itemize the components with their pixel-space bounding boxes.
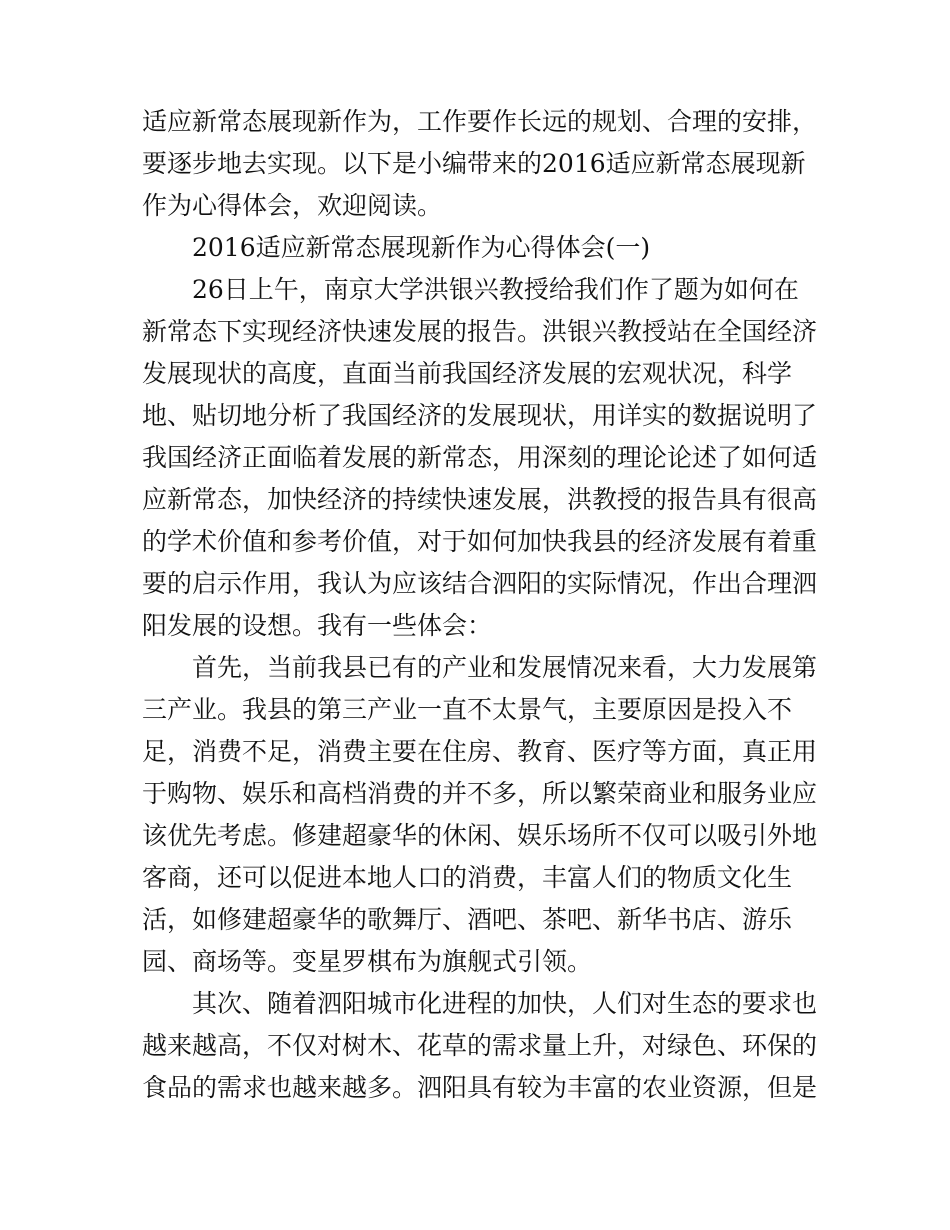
paragraph1-line: 的学术价值和参考价值，对于如何加快我县的经济发展有着重	[142, 527, 818, 556]
intro-line: 要逐步地去实现。以下是小编带来的2016适应新常态展现新	[142, 149, 806, 178]
paragraph1-line: 我国经济正面临着发展的新常态，用深刻的理论论述了如何适	[142, 443, 818, 472]
paragraph1-line: 应新常态，加快经济的持续快速发展，洪教授的报告具有很高	[142, 485, 818, 514]
paragraph3-line: 食品的需求也越来越多。泗阳具有较为丰富的农业资源，但是	[142, 1073, 818, 1102]
paragraph1-line: 要的启示作用，我认为应该结合泗阳的实际情况，作出合理泗	[142, 569, 818, 598]
document-body	[142, 101, 818, 1109]
paragraph1-line: 阳发展的设想。我有一些体会：	[142, 611, 493, 640]
paragraph2-line: 足，消费不足，消费主要在住房、教育、医疗等方面，真正用	[142, 737, 818, 766]
paragraph2-line: 活，如修建超豪华的歌舞厅、酒吧、茶吧、新华书店、游乐	[142, 905, 793, 934]
paragraph2-line: 该优先考虑。修建超豪华的休闲、娱乐场所不仅可以吸引外地	[142, 821, 818, 850]
paragraph1-line: 新常态下实现经济快速发展的报告。洪银兴教授站在全国经济	[142, 317, 818, 346]
paragraph1-line: 发展现状的高度，直面当前我国经济发展的宏观状况，科学	[142, 359, 793, 388]
paragraph2-line: 于购物、娱乐和高档消费的并不多，所以繁荣商业和服务业应	[142, 779, 818, 808]
paragraph3-line: 越来越高，不仅对树木、花草的需求量上升，对绿色、环保的	[142, 1031, 818, 1060]
paragraph2-line: 客商，还可以促进本地人口的消费，丰富人们的物质文化生	[142, 863, 793, 892]
paragraph2-line: 首先，当前我县已有的产业和发展情况来看，大力发展第	[192, 653, 818, 682]
paragraph2-line: 园、商场等。变星罗棋布为旗舰式引领。	[142, 947, 593, 976]
section-title: 2016适应新常态展现新作为心得体会(一)	[192, 233, 651, 262]
intro-line: 作为心得体会，欢迎阅读。	[142, 191, 443, 220]
paragraph2-line: 三产业。我县的第三产业一直不太景气，主要原因是投入不	[142, 695, 793, 724]
intro-line: 适应新常态展现新作为，工作要作长远的规划、合理的安排，	[142, 107, 818, 136]
paragraph1-line: 地、贴切地分析了我国经济的发展现状，用详实的数据说明了	[142, 401, 818, 430]
paragraph1-line: 26日上午，南京大学洪银兴教授给我们作了题为如何在	[192, 275, 799, 304]
paragraph3-line: 其次、随着泗阳城市化进程的加快，人们对生态的要求也	[192, 989, 818, 1018]
